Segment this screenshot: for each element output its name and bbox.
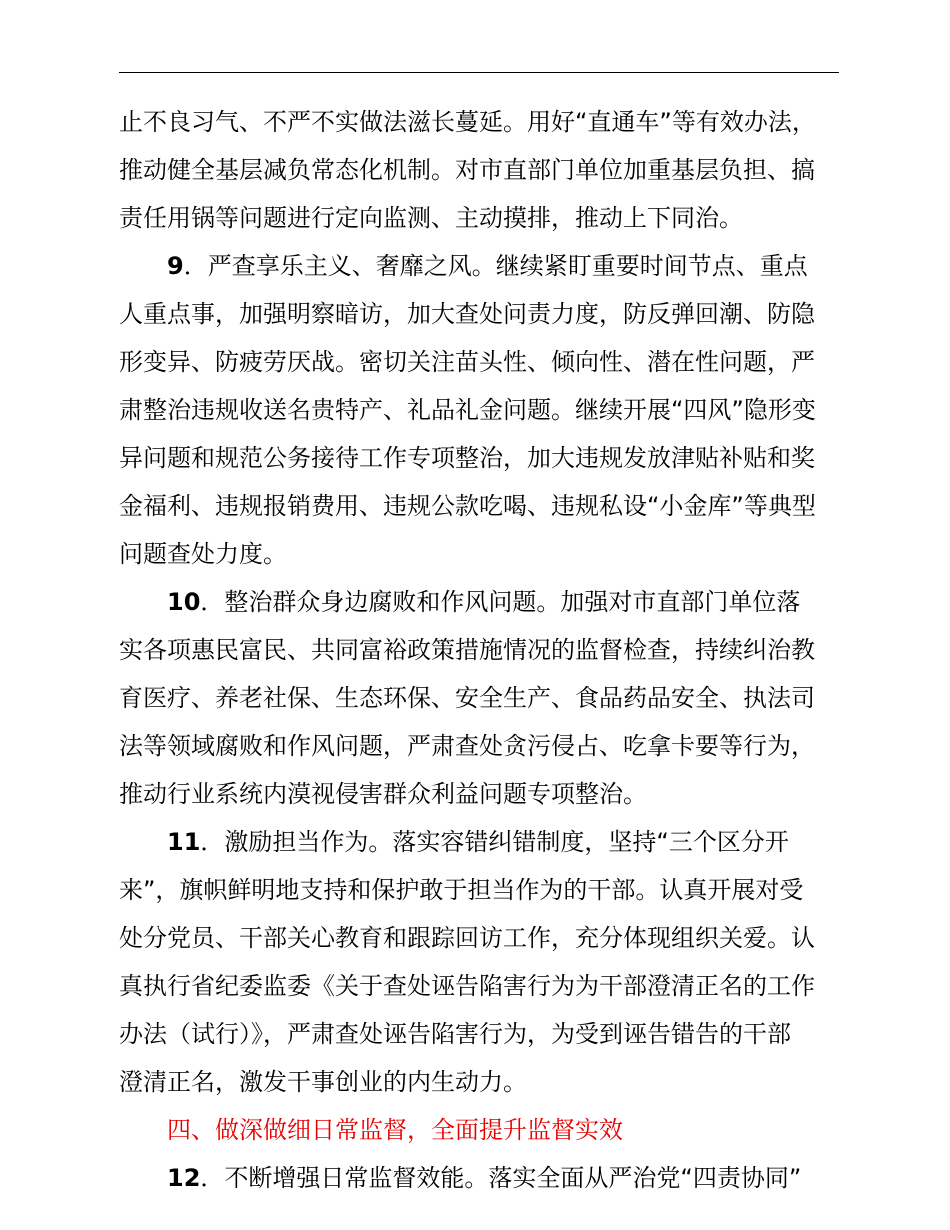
paragraph-text: ．不断增强日常监督效能。落实全面从严治党“四责协同” xyxy=(200,1164,802,1192)
text-line: 人重点事，加强明察暗访，加大查处问责力度，防反弹回潮、防隐 xyxy=(119,300,815,328)
text-line: 来”，旗帜鲜明地支持和保护敢于担当作为的干部。认真开展对受 xyxy=(119,876,804,904)
paragraph-text: ．整治群众身边腐败和作风问题。加强对市直部门单位落 xyxy=(200,588,801,616)
item-number: 12 xyxy=(167,1164,201,1192)
numbered-paragraph-start xyxy=(119,242,844,290)
text-line: 推动行业系统内漠视侵害群众利益问题专项整治。 xyxy=(119,780,647,808)
item-number: 10 xyxy=(167,588,201,616)
text-line: 处分党员、干部关心教育和跟踪回访工作，充分体现组织关爱。认 xyxy=(119,924,815,952)
item-number: 9 xyxy=(167,252,184,280)
text-line: 问题查处力度。 xyxy=(119,540,287,568)
document-body xyxy=(119,98,844,1202)
text-line: 澄清正名，激发干事创业的内生动力。 xyxy=(119,1068,527,1096)
numbered-paragraph-start xyxy=(119,1154,844,1202)
paragraph-text: ．激励担当作为。落实容错纠错制度，坚持“三个区分开 xyxy=(200,828,789,856)
text-line: 办法（试行）》，严肃查处诬告陷害行为，为受到诬告错告的干部 xyxy=(119,1020,791,1048)
item-number: 11 xyxy=(167,828,201,856)
section-heading: 四、做深做细日常监督，全面提升监督实效 xyxy=(167,1116,623,1144)
header-rule xyxy=(119,72,839,73)
text-line: 法等领域腐败和作风问题，严肃查处贪污侵占、吃拿卡要等行为， xyxy=(119,732,815,760)
text-line: 责任用锅等问题进行定向监测、主动摸排，推动上下同治。 xyxy=(119,204,743,232)
text-line: 金福利、违规报销费用、违规公款吃喝、违规私设“小金库”等典型 xyxy=(119,492,816,520)
text-line: 形变异、防疲劳厌战。密切关注苗头性、倾向性、潜在性问题，严 xyxy=(119,348,815,376)
text-line: 育医疗、养老社保、生态环保、安全生产、食品药品安全、执法司 xyxy=(119,684,815,712)
paragraph-text: ．严查享乐主义、奢靡之风。继续紧盯重要时间节点、重点 xyxy=(183,252,808,280)
numbered-paragraph-start xyxy=(119,578,844,626)
text-line: 异问题和规范公务接待工作专项整治，加大违规发放津贴补贴和奖 xyxy=(119,444,815,472)
text-line: 止不良习气、不严不实做法滋长蔓延。用好“直通车”等有效办法， xyxy=(119,108,816,136)
text-line: 真执行省纪委监委《关于查处诬告陷害行为为干部澄清正名的工作 xyxy=(119,972,815,1000)
numbered-paragraph-start xyxy=(119,818,844,866)
text-line: 肃整治违规收送名贵特产、礼品礼金问题。继续开展“四风”隐形变 xyxy=(119,396,816,424)
text-line: 推动健全基层减负常态化机制。对市直部门单位加重基层负担、搞 xyxy=(119,156,815,184)
text-line: 实各项惠民富民、共同富裕政策措施情况的监督检查，持续纠治教 xyxy=(119,636,815,664)
